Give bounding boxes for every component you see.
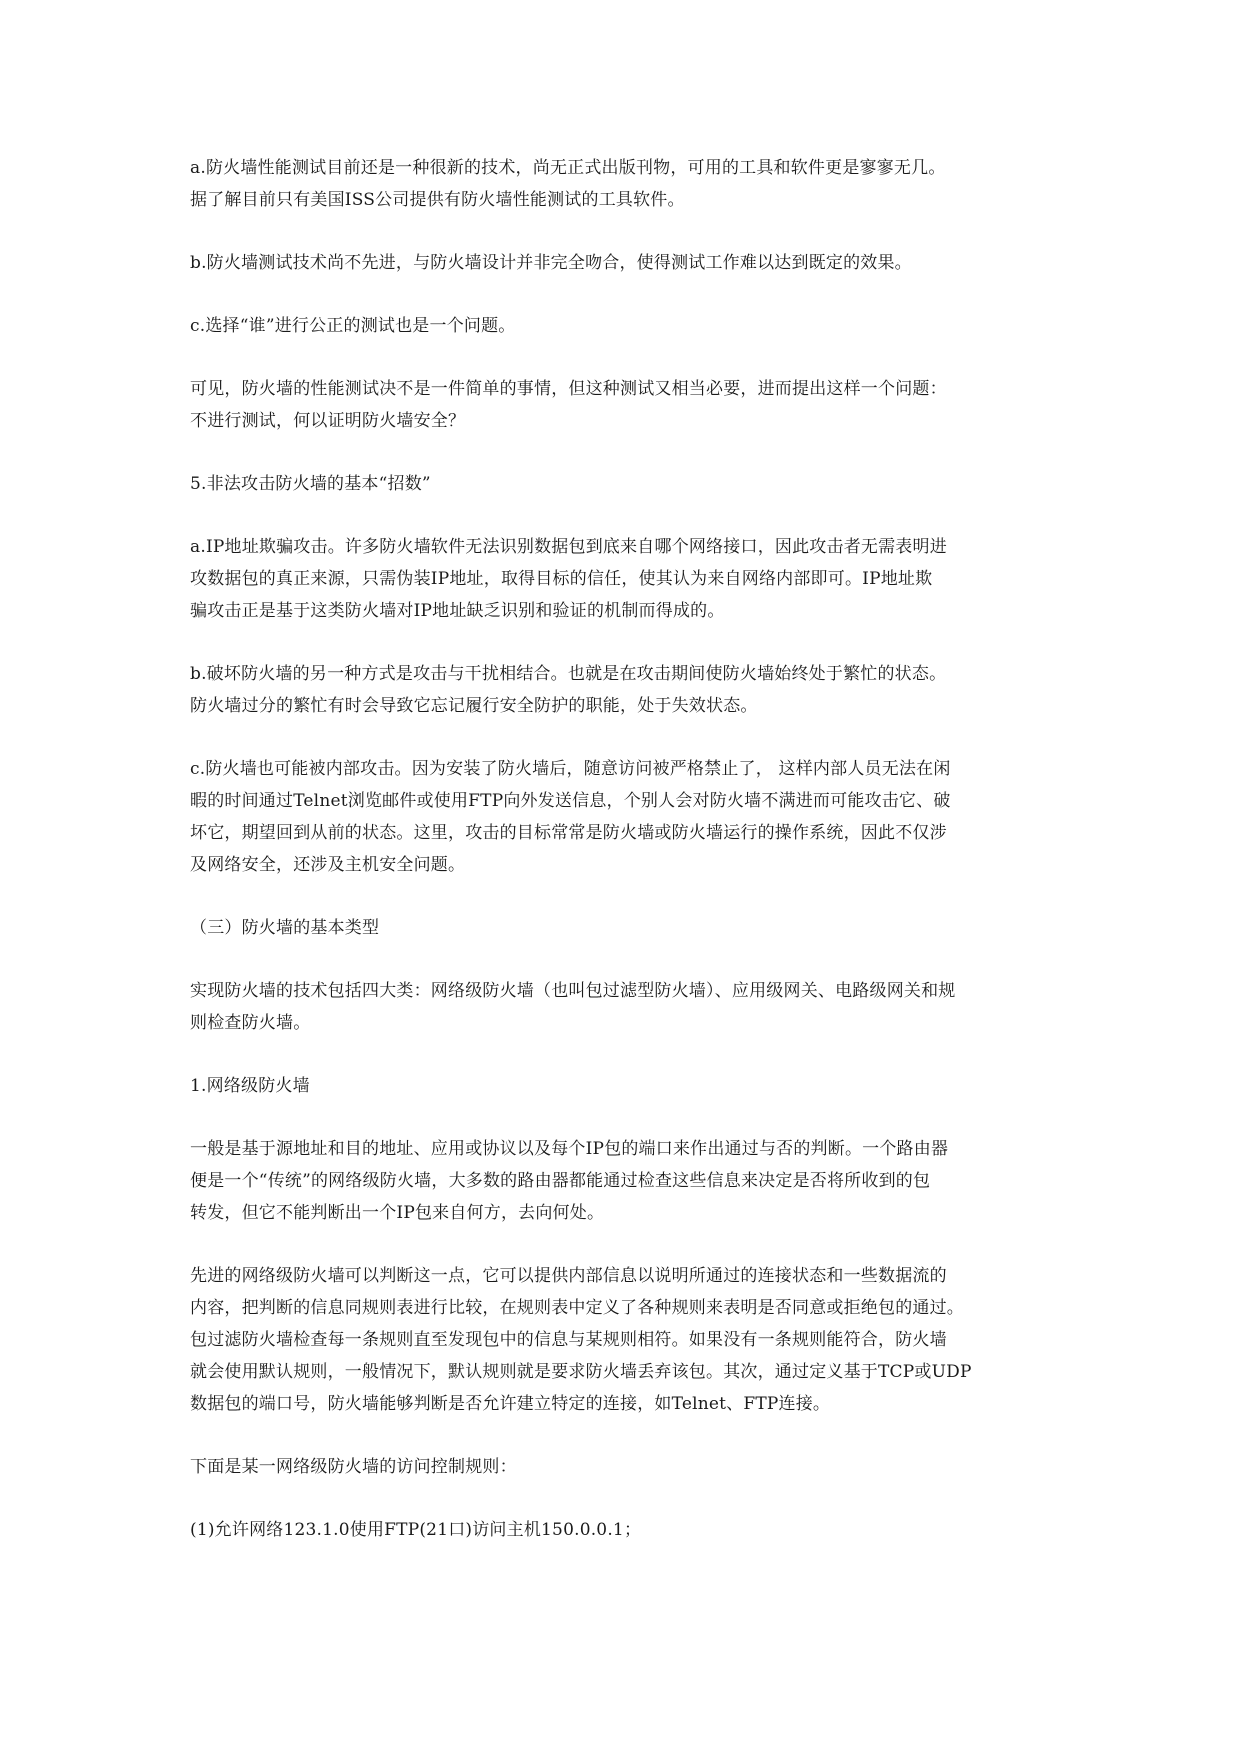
text-line: 坏它，期望回到从前的状态。这里，攻击的目标常常是防火墙或防火墙运行的操作系统，因此不仅涉: [190, 823, 947, 843]
text-line: 就会使用默认规则，一般情况下，默认规则就是要求防火墙丢弃该包。其次，通过定义基于TCP或UDP: [190, 1362, 972, 1382]
paragraph: [190, 1451, 1020, 1483]
section-heading: [190, 468, 1020, 500]
paragraph: [190, 373, 1020, 437]
text-line: 下面是某一网络级防火墙的访问控制规则：: [190, 1457, 517, 1477]
text-line: 包过滤防火墙检查每一条规则直至发现包中的信息与某规则相符。如果没有一条规则能符合，防火墙: [190, 1330, 947, 1350]
text-line: 便是一个“传统”的网络级防火墙，大多数的路由器都能通过检查这些信息来决定是否将所收到的包: [190, 1171, 931, 1191]
paragraph: [190, 531, 1020, 627]
text-line: 实现防火墙的技术包括四大类：网络级防火墙（也叫包过滤型防火墙）、应用级网关、电路级网关和规: [190, 981, 956, 1001]
text-line: 1.网络级防火墙: [190, 1076, 310, 1096]
section-heading: [190, 912, 1020, 944]
text-line: 转发，但它不能判断出一个IP包来自何方，去向何处。: [190, 1203, 605, 1223]
paragraph: [190, 1133, 1020, 1229]
text-line: 据了解目前只有美国ISS公司提供有防火墙性能测试的工具软件。: [190, 190, 685, 210]
text-line: b.防火墙测试技术尚不先进，与防火墙设计并非完全吻合，使得测试工作难以达到既定的效果。: [190, 253, 912, 273]
text-line: 数据包的端口号，防火墙能够判断是否允许建立特定的连接，如Telnet、FTP连接。: [190, 1394, 831, 1414]
text-line: 一般是基于源地址和目的地址、应用或协议以及每个IP包的端口来作出通过与否的判断。一个路由器: [190, 1139, 949, 1159]
text-line: c.选择“谁”进行公正的测试也是一个问题。: [190, 316, 516, 336]
text-line: 可见，防火墙的性能测试决不是一件简单的事情，但这种测试又相当必要，进而提出这样一个问题：: [190, 379, 947, 399]
text-line: 暇的时间通过Telnet浏览邮件或使用FTP向外发送信息，个别人会对防火墙不满进而可能攻击它、破: [190, 791, 951, 811]
paragraph: [190, 753, 1020, 881]
text-line: 骗攻击正是基于这类防火墙对IP地址缺乏识别和验证的机制而得成的。: [190, 601, 725, 621]
text-line: 不进行测试，何以证明防火墙安全？: [190, 411, 466, 431]
text-line: c.防火墙也可能被内部攻击。因为安装了防火墙后，随意访问被严格禁止了， 这样内部人员无法在闲: [190, 759, 951, 779]
text-line: 先进的网络级防火墙可以判断这一点，它可以提供内部信息以说明所通过的连接状态和一些数据流的: [190, 1266, 947, 1286]
text-line: 及网络安全，还涉及主机安全问题。: [190, 855, 466, 875]
text-line: b.破坏防火墙的另一种方式是攻击与干扰相结合。也就是在攻击期间使防火墙始终处于繁忙的状态。: [190, 664, 947, 684]
paragraph: [190, 1260, 1020, 1420]
text-line: 攻数据包的真正来源，只需伪装IP地址，取得目标的信任，使其认为来自网络内部即可。IP地址欺: [190, 569, 933, 589]
text-line: 内容，把判断的信息同规则表进行比较，在规则表中定义了各种规则来表明是否同意或拒绝包的通过。: [190, 1298, 964, 1318]
paragraph: [190, 975, 1020, 1039]
paragraph: [190, 310, 1020, 342]
text-line: 则检查防火墙。: [190, 1013, 311, 1033]
section-heading: [190, 1070, 1020, 1102]
paragraph: [190, 1514, 1020, 1546]
text-line: （三）防火墙的基本类型: [190, 918, 380, 938]
document-page: [190, 152, 1020, 1577]
paragraph: [190, 152, 1020, 216]
paragraph: [190, 658, 1020, 722]
text-line: a.IP地址欺骗攻击。许多防火墙软件无法识别数据包到底来自哪个网络接口，因此攻击者无需表明进: [190, 537, 947, 557]
paragraph: [190, 247, 1020, 279]
text-line: (1)允许网络123.1.0使用FTP(21口)访问主机150.0.0.1；: [190, 1520, 642, 1540]
text-line: 防火墙过分的繁忙有时会导致它忘记履行安全防护的职能，处于失效状态。: [190, 696, 758, 716]
text-line: 5.非法攻击防火墙的基本“招数”: [190, 474, 431, 494]
text-line: a.防火墙性能测试目前还是一种很新的技术，尚无正式出版刊物，可用的工具和软件更是寥寥无几。: [190, 158, 946, 178]
